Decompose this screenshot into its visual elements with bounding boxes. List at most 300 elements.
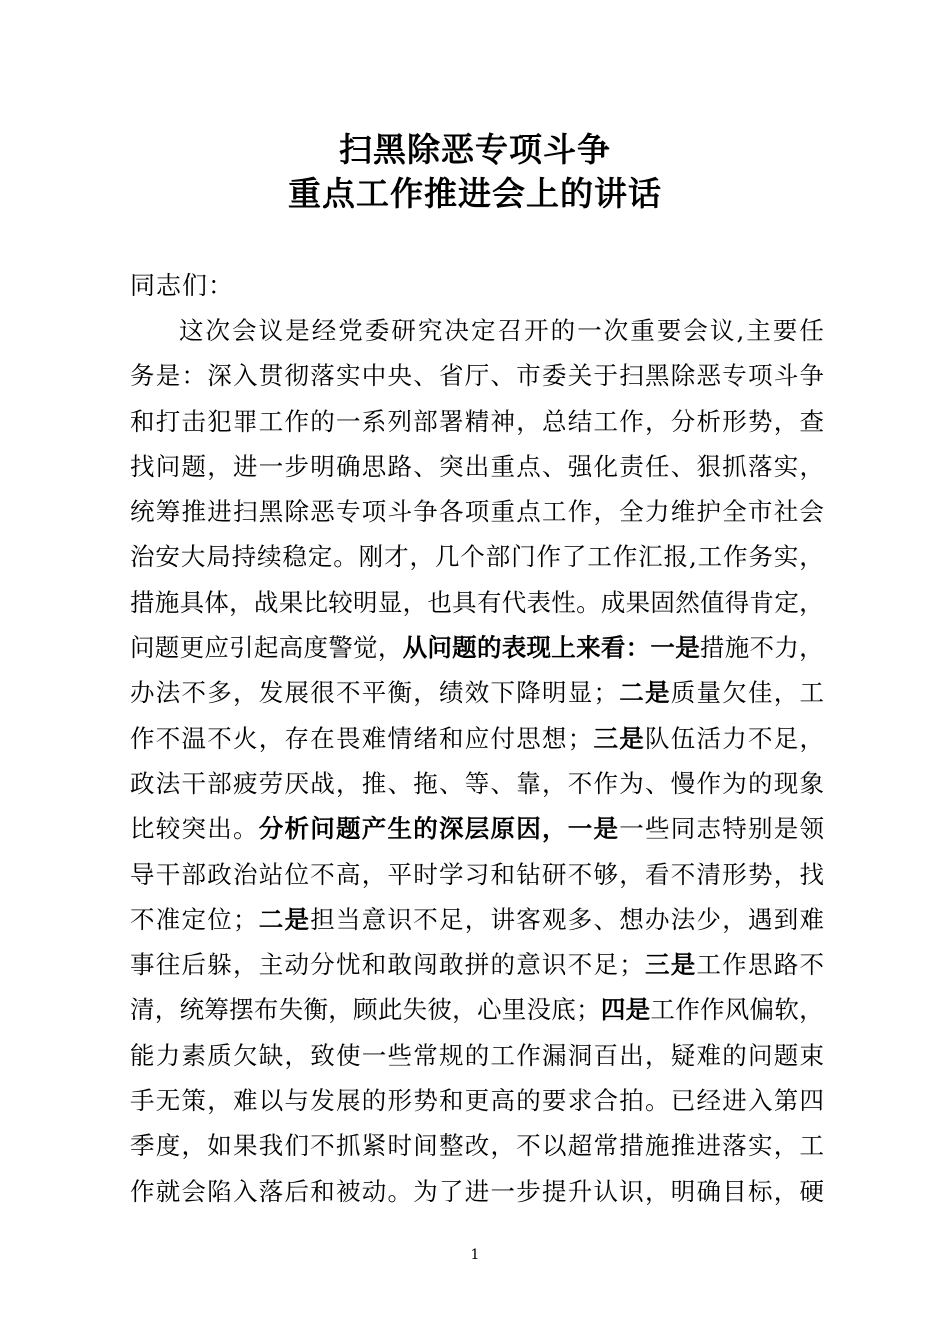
body-text: 作 bbox=[722, 950, 747, 980]
bold-text: 是 bbox=[619, 723, 644, 753]
body-text: 常 bbox=[593, 1131, 618, 1161]
body-text: 量 bbox=[696, 678, 721, 708]
body-text: 偏 bbox=[749, 995, 775, 1025]
body-text: 力 bbox=[155, 1040, 181, 1070]
body-text: 固 bbox=[650, 587, 675, 617]
paragraph-line bbox=[130, 1169, 824, 1214]
body-text: 一 bbox=[258, 451, 284, 481]
body-text: 出 bbox=[619, 1040, 644, 1070]
body-text: 合 bbox=[593, 1086, 618, 1116]
bold-text: 题 bbox=[336, 814, 361, 844]
body-text: 同 bbox=[670, 814, 696, 844]
salutation: 同志们： bbox=[130, 271, 235, 300]
body-text: ， bbox=[413, 678, 438, 708]
body-text: 作 bbox=[612, 542, 638, 572]
body-text: 足 bbox=[439, 904, 464, 934]
body-text: 一 bbox=[361, 1040, 387, 1070]
body-text: 些 bbox=[387, 1040, 412, 1070]
bold-text: 来 bbox=[576, 633, 601, 663]
body-text: 洞 bbox=[567, 1040, 593, 1070]
page-number: 1 bbox=[470, 1247, 480, 1263]
body-text: 形 bbox=[722, 859, 747, 889]
body-text: 要 bbox=[656, 316, 682, 345]
body-text: 落 bbox=[748, 451, 773, 481]
bold-text: ， bbox=[542, 814, 567, 844]
body-text: 度 bbox=[155, 1131, 181, 1161]
body-text: 为 bbox=[619, 768, 644, 798]
body-text: 打 bbox=[155, 406, 181, 436]
body-text: 现 bbox=[773, 768, 799, 798]
body-text: 、 bbox=[490, 768, 515, 798]
body-text: 事 bbox=[130, 950, 155, 980]
bold-text: 现 bbox=[526, 633, 551, 663]
body-text: 务 bbox=[748, 542, 773, 572]
body-text: 遇 bbox=[748, 904, 773, 934]
body-text: 警 bbox=[328, 633, 353, 663]
body-text: 拼 bbox=[464, 950, 490, 980]
body-text: 绪 bbox=[413, 723, 438, 753]
body-text: 较 bbox=[155, 814, 181, 844]
body-text: 击 bbox=[181, 406, 206, 436]
body-text: 找 bbox=[130, 451, 155, 481]
body-text: 为 bbox=[722, 768, 747, 798]
body-text: 部 bbox=[413, 406, 438, 436]
body-text: 的 bbox=[722, 1040, 747, 1070]
body-text: 门 bbox=[511, 542, 536, 572]
bold-text: 三 bbox=[645, 950, 670, 980]
body-text: 委 bbox=[542, 361, 567, 391]
body-text: 成 bbox=[600, 587, 626, 617]
body-text: 进 bbox=[696, 1131, 721, 1161]
body-text: 别 bbox=[748, 814, 773, 844]
bold-text: 从 bbox=[402, 633, 428, 663]
body-text: 习 bbox=[464, 859, 490, 889]
body-text: 闯 bbox=[413, 950, 438, 980]
body-text: 心 bbox=[476, 995, 502, 1025]
body-text: 会 bbox=[232, 316, 257, 345]
body-text: 、 bbox=[670, 451, 696, 481]
body-text: 欠 bbox=[722, 678, 747, 708]
body-text: 效 bbox=[464, 678, 490, 708]
body-text: 工 bbox=[258, 406, 284, 436]
body-text: 百 bbox=[593, 1040, 618, 1070]
body-text: 难 bbox=[799, 904, 824, 934]
body-text: 以 bbox=[542, 1131, 567, 1161]
body-text: 讲 bbox=[490, 904, 515, 934]
bold-text: ： bbox=[625, 633, 651, 663]
body-text: 的 bbox=[748, 768, 773, 798]
body-text: 不 bbox=[130, 904, 155, 934]
body-text: 路 bbox=[387, 451, 412, 481]
body-text: 们 bbox=[284, 1131, 309, 1161]
body-text: 一 bbox=[490, 1176, 515, 1206]
body-text: 步 bbox=[284, 451, 309, 481]
body-text: 工 bbox=[593, 406, 618, 436]
body-text: 看 bbox=[645, 859, 670, 889]
bold-text: 题 bbox=[452, 633, 477, 663]
bold-text: 析 bbox=[284, 814, 309, 844]
body-text: 专 bbox=[336, 497, 361, 527]
body-text: 一 bbox=[336, 406, 361, 436]
body-text: 的 bbox=[361, 1086, 387, 1116]
body-text: 结 bbox=[567, 406, 593, 436]
body-text: 温 bbox=[181, 723, 206, 753]
body-text: 果 bbox=[625, 587, 651, 617]
paragraph-line bbox=[130, 1078, 824, 1123]
body-text: 法 bbox=[155, 768, 181, 798]
body-text: 衡 bbox=[303, 995, 328, 1025]
body-text: 果 bbox=[278, 587, 304, 617]
body-text: 绩 bbox=[439, 678, 464, 708]
body-text: 素 bbox=[181, 1040, 206, 1070]
body-text: 高 bbox=[278, 633, 304, 663]
body-text: 质 bbox=[207, 1040, 232, 1070]
body-text: 决 bbox=[444, 316, 469, 345]
body-text: 不 bbox=[516, 1131, 541, 1161]
body-text: 次 bbox=[603, 316, 629, 345]
body-text: 路 bbox=[773, 950, 799, 980]
body-text: 工 bbox=[697, 542, 723, 572]
body-text: 慢 bbox=[670, 768, 696, 798]
body-text: ， bbox=[328, 995, 353, 1025]
body-text: ， bbox=[490, 1131, 515, 1161]
body-text: 会 bbox=[799, 497, 824, 527]
body-text: 目 bbox=[722, 1176, 747, 1206]
bold-text: 看 bbox=[600, 633, 626, 663]
body-text: 定 bbox=[471, 316, 496, 345]
speech-body bbox=[130, 308, 824, 1214]
body-text: 厅 bbox=[464, 361, 490, 391]
body-text: 报 bbox=[663, 542, 689, 572]
body-text: 确 bbox=[336, 451, 361, 481]
body-text: 明 bbox=[670, 1176, 696, 1206]
body-text: 争 bbox=[413, 497, 438, 527]
body-text: 主 bbox=[746, 316, 771, 345]
body-text: 措 bbox=[699, 633, 725, 663]
body-text: 表 bbox=[526, 587, 551, 617]
body-text: 畏 bbox=[336, 723, 361, 753]
body-text: 就 bbox=[155, 1176, 181, 1206]
body-text: 象 bbox=[799, 768, 824, 798]
body-text: 识 bbox=[619, 1176, 644, 1206]
body-text: 斗 bbox=[387, 497, 412, 527]
body-text: 没 bbox=[526, 995, 551, 1025]
paragraph-line bbox=[130, 852, 824, 897]
body-text: 情 bbox=[387, 723, 412, 753]
body-text: 忧 bbox=[336, 950, 361, 980]
body-text: 漏 bbox=[542, 1040, 567, 1070]
body-text: 位 bbox=[207, 904, 232, 934]
body-text: 钻 bbox=[516, 859, 541, 889]
body-text: 动 bbox=[284, 950, 309, 980]
body-text: 实 bbox=[336, 361, 361, 391]
body-text: 不 bbox=[310, 859, 335, 889]
body-text: 付 bbox=[490, 723, 515, 753]
body-text: 重 bbox=[490, 451, 515, 481]
body-text: 失 bbox=[402, 995, 428, 1025]
body-text: 难 bbox=[361, 723, 387, 753]
body-text: 深 bbox=[207, 361, 232, 391]
body-text: 队 bbox=[645, 723, 670, 753]
body-text: 问 bbox=[155, 451, 181, 481]
body-text: 不 bbox=[567, 950, 593, 980]
body-text: 不 bbox=[567, 768, 593, 798]
body-text: 施 bbox=[154, 587, 180, 617]
body-text: 思 bbox=[361, 451, 387, 481]
body-text: 比 bbox=[130, 814, 155, 844]
body-text: 战 bbox=[310, 768, 335, 798]
body-text: ， bbox=[452, 995, 477, 1025]
body-text: ， bbox=[773, 678, 799, 708]
body-text: 干 bbox=[155, 859, 181, 889]
body-text: 实 bbox=[748, 1131, 773, 1161]
body-text: 度 bbox=[303, 633, 328, 663]
body-text: 时 bbox=[413, 859, 438, 889]
body-text: 全 bbox=[619, 497, 644, 527]
body-text: 较 bbox=[328, 587, 353, 617]
body-text: 难 bbox=[696, 1040, 721, 1070]
bold-text: 是 bbox=[625, 995, 651, 1025]
body-text: 站 bbox=[258, 859, 284, 889]
body-text: 社 bbox=[773, 497, 799, 527]
body-text: 关 bbox=[567, 361, 593, 391]
body-text: 点 bbox=[516, 451, 541, 481]
body-text: ， bbox=[284, 1040, 309, 1070]
body-text: 研 bbox=[542, 859, 567, 889]
body-text: ， bbox=[799, 995, 824, 1025]
body-text: 部 bbox=[207, 768, 232, 798]
body-text: 担 bbox=[310, 904, 335, 934]
body-text: 显 bbox=[567, 678, 593, 708]
body-text: 中 bbox=[361, 361, 387, 391]
body-text: 了 bbox=[439, 1176, 464, 1206]
body-text: 少 bbox=[696, 904, 721, 934]
body-text: 、 bbox=[413, 361, 438, 391]
body-text: 筹 bbox=[204, 995, 229, 1025]
body-text: 项 bbox=[464, 497, 490, 527]
body-text: 不 bbox=[207, 723, 232, 753]
body-text: 伍 bbox=[670, 723, 696, 753]
body-text: 高 bbox=[336, 859, 361, 889]
bold-text: 分 bbox=[258, 814, 284, 844]
body-text: 衡 bbox=[387, 678, 412, 708]
body-text: 次 bbox=[205, 316, 231, 345]
body-text: 无 bbox=[155, 1086, 181, 1116]
body-text: 些 bbox=[645, 814, 670, 844]
body-text: 整 bbox=[439, 1131, 464, 1161]
bold-text: 因 bbox=[516, 814, 541, 844]
body-text: 以 bbox=[258, 1086, 284, 1116]
paragraph-line bbox=[130, 716, 824, 761]
body-text: 作 bbox=[723, 542, 748, 572]
body-text: 也 bbox=[427, 587, 452, 617]
body-text: ， bbox=[233, 950, 258, 980]
paragraph-line bbox=[130, 580, 824, 625]
body-text: 黑 bbox=[258, 497, 284, 527]
body-text: 高 bbox=[490, 1086, 515, 1116]
body-text: 抓 bbox=[722, 451, 747, 481]
body-text: 使 bbox=[336, 1040, 361, 1070]
body-text: ， bbox=[593, 497, 618, 527]
body-text: 一 bbox=[577, 316, 602, 345]
body-text: 稳 bbox=[282, 542, 307, 572]
body-text: 入 bbox=[233, 1176, 258, 1206]
body-text: 施 bbox=[645, 1131, 670, 1161]
body-text: 作 bbox=[516, 1040, 541, 1070]
body-text: 能 bbox=[130, 1040, 155, 1070]
body-text: 找 bbox=[799, 859, 824, 889]
body-text: 躲 bbox=[207, 950, 232, 980]
body-text: 系 bbox=[361, 406, 387, 436]
body-text: 第 bbox=[773, 1086, 799, 1116]
body-text: 开 bbox=[524, 316, 549, 345]
body-text: 在 bbox=[310, 723, 335, 753]
body-text: 性 bbox=[551, 587, 576, 617]
body-text: ， bbox=[773, 859, 799, 889]
body-text: 定 bbox=[307, 542, 333, 572]
bold-text: 一 bbox=[650, 633, 675, 663]
body-text: 作 bbox=[130, 1176, 155, 1206]
body-text: 得 bbox=[724, 587, 750, 617]
body-text: 这 bbox=[179, 316, 204, 345]
bold-text: 层 bbox=[464, 814, 490, 844]
bold-text: 问 bbox=[427, 633, 452, 663]
body-text: ， bbox=[799, 451, 824, 481]
body-text: 势 bbox=[748, 406, 773, 436]
body-text: 推 bbox=[181, 497, 206, 527]
body-text: 足 bbox=[773, 723, 799, 753]
body-text: 查 bbox=[799, 406, 824, 436]
body-text: 黑 bbox=[645, 361, 670, 391]
body-text: 已 bbox=[670, 1086, 696, 1116]
body-text: 市 bbox=[516, 361, 541, 391]
body-text: 布 bbox=[253, 995, 279, 1025]
body-text: 平 bbox=[361, 678, 387, 708]
body-text: 认 bbox=[593, 1176, 618, 1206]
body-text: ， bbox=[181, 1131, 206, 1161]
body-text: 进 bbox=[722, 1086, 747, 1116]
body-text: 火 bbox=[233, 723, 258, 753]
body-text: 思 bbox=[516, 723, 541, 753]
body-text: ， bbox=[799, 587, 824, 617]
body-text: 出 bbox=[207, 814, 232, 844]
body-text: 进 bbox=[233, 451, 258, 481]
body-text: 当 bbox=[336, 904, 361, 934]
body-text: 斗 bbox=[773, 361, 799, 391]
body-text: 更 bbox=[464, 1086, 490, 1116]
body-text: 紧 bbox=[361, 1131, 387, 1161]
body-text: 要 bbox=[772, 316, 798, 345]
body-text: 特 bbox=[722, 814, 747, 844]
body-text: ， bbox=[207, 451, 232, 481]
body-text: 政 bbox=[207, 859, 232, 889]
body-text: 治 bbox=[130, 542, 155, 572]
body-text: ， bbox=[516, 406, 541, 436]
body-text: 被 bbox=[336, 1176, 361, 1206]
body-text: 点 bbox=[516, 497, 541, 527]
body-text: 作 bbox=[567, 497, 593, 527]
paragraph-line bbox=[130, 625, 824, 670]
body-text: 势 bbox=[413, 1086, 438, 1116]
body-text: 常 bbox=[413, 1040, 438, 1070]
body-text: 主 bbox=[258, 950, 284, 980]
body-text: 党 bbox=[338, 316, 363, 345]
body-text: 觉 bbox=[353, 633, 378, 663]
bold-text: 表 bbox=[501, 633, 527, 663]
body-text: 致 bbox=[310, 1040, 335, 1070]
body-text: 不 bbox=[670, 859, 696, 889]
body-text: 彼 bbox=[427, 995, 452, 1025]
body-text: 此 bbox=[377, 995, 403, 1025]
body-text: 进 bbox=[464, 1176, 490, 1206]
bold-text: 三 bbox=[593, 723, 618, 753]
body-text: 与 bbox=[284, 1086, 309, 1116]
body-text: 、 bbox=[439, 768, 464, 798]
body-text: 引 bbox=[229, 633, 254, 663]
body-text: 佳 bbox=[748, 678, 773, 708]
body-text: 和 bbox=[310, 1176, 335, 1206]
body-text: 缺 bbox=[258, 1040, 284, 1070]
body-text: 会 bbox=[683, 316, 708, 345]
body-text: 推 bbox=[361, 768, 387, 798]
body-text: 、 bbox=[490, 361, 515, 391]
body-text: 展 bbox=[336, 1086, 361, 1116]
body-text: 不 bbox=[310, 1131, 335, 1161]
body-text: 值 bbox=[699, 587, 725, 617]
body-text: 发 bbox=[310, 1086, 335, 1116]
body-text: 难 bbox=[233, 1086, 258, 1116]
bold-text: 的 bbox=[476, 633, 502, 663]
body-text: 位 bbox=[284, 859, 309, 889]
body-text: ； bbox=[576, 995, 601, 1025]
body-text: 学 bbox=[439, 859, 464, 889]
body-text: 失 bbox=[278, 995, 304, 1025]
body-text: ， bbox=[773, 1131, 799, 1161]
body-text: 更 bbox=[179, 633, 205, 663]
body-text: 劳 bbox=[258, 768, 284, 798]
bold-text: 是 bbox=[284, 904, 309, 934]
body-text: 硬 bbox=[799, 1176, 824, 1206]
body-text: 不 bbox=[748, 723, 773, 753]
bold-text: 生 bbox=[387, 814, 412, 844]
body-text: 不 bbox=[336, 678, 361, 708]
body-text: 问 bbox=[748, 1040, 773, 1070]
body-text: 、 bbox=[542, 451, 567, 481]
body-text: 志 bbox=[696, 814, 721, 844]
bold-text: 是 bbox=[593, 814, 618, 844]
body-text: 陷 bbox=[207, 1176, 232, 1206]
body-text: 工 bbox=[490, 1040, 515, 1070]
body-text: 入 bbox=[233, 361, 258, 391]
body-text: 市 bbox=[748, 497, 773, 527]
body-text: 力 bbox=[774, 633, 799, 663]
body-text: 要 bbox=[542, 1086, 567, 1116]
body-text: 思 bbox=[748, 950, 773, 980]
body-text: , bbox=[736, 316, 745, 345]
body-text: ， bbox=[799, 633, 824, 663]
body-text: 是 bbox=[285, 316, 310, 345]
body-text: 风 bbox=[724, 995, 750, 1025]
body-text: 识 bbox=[542, 950, 567, 980]
body-text: 欠 bbox=[233, 1040, 258, 1070]
body-text: 作 bbox=[619, 406, 644, 436]
paragraph-line bbox=[130, 399, 824, 444]
body-text: 题 bbox=[181, 451, 206, 481]
body-text: 作 bbox=[130, 723, 155, 753]
body-text: ， bbox=[207, 1086, 232, 1116]
body-text: 狠 bbox=[696, 451, 721, 481]
body-text: 精 bbox=[464, 406, 490, 436]
